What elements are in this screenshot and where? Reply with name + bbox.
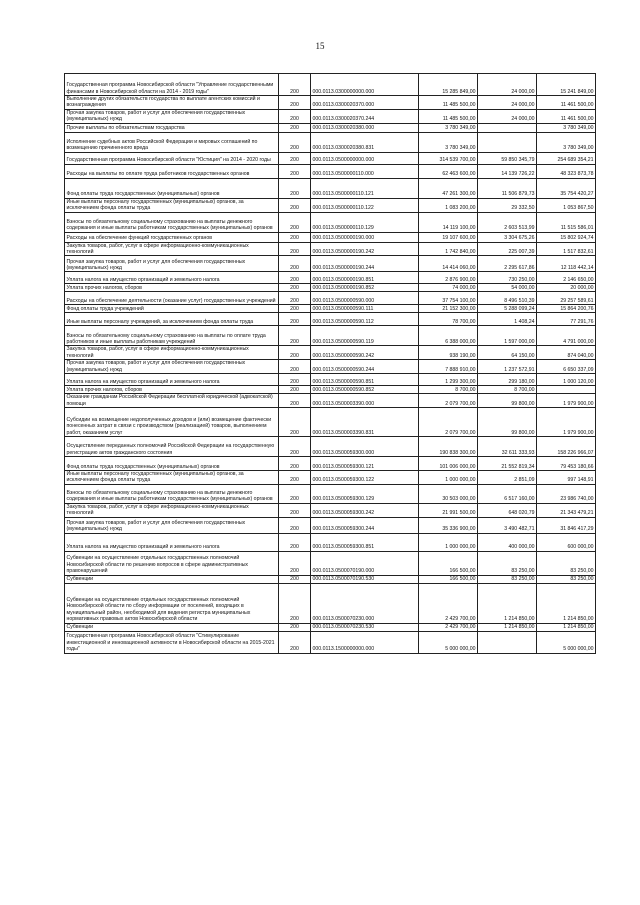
- row-sum-assigned-cell: 5 000 000,00: [419, 631, 478, 653]
- table-row: [65, 408, 596, 437]
- row-sum-executed-cell: 648 020,79: [478, 503, 537, 517]
- row-sum-remaining-cell: 31 846 417,29: [537, 517, 596, 533]
- row-kvsr-cell: 200: [279, 533, 311, 551]
- table-row: [65, 256, 596, 272]
- row-sum-executed-cell: 2 295 617,86: [478, 256, 537, 272]
- row-name-cell: Субвенции на осуществление отдельных государственных полномочий Новосибирской области по решению вопросов в сфере административных правонарушений: [65, 551, 279, 575]
- row-sum-assigned-cell: 7 888 910,00: [419, 360, 478, 374]
- table-row: [65, 178, 596, 198]
- row-code-cell: 000.0113.0500000110.121: [311, 178, 419, 198]
- row-kvsr-cell: 200: [279, 437, 311, 457]
- row-kvsr-cell: 200: [279, 178, 311, 198]
- row-code-cell: 000.0113.0300020370.000: [311, 96, 419, 110]
- row-code-cell: 000.0113.0500059300.121: [311, 457, 419, 471]
- row-kvsr-cell: 200: [279, 457, 311, 471]
- table-row: [65, 386, 596, 394]
- row-sum-remaining-cell: 83 250,00: [537, 575, 596, 583]
- row-kvsr-cell: 200: [279, 394, 311, 408]
- table-row: [65, 284, 596, 292]
- row-sum-assigned-cell: 2 429 700,00: [419, 583, 478, 623]
- budget-table-body: [65, 74, 596, 654]
- table-row: [65, 326, 596, 346]
- row-name-cell: Уплата прочих налогов, сборов: [65, 284, 279, 292]
- row-name-cell: Фонд оплаты труда государственных (муниципальных) органов: [65, 457, 279, 471]
- table-row: [65, 96, 596, 110]
- row-sum-assigned-cell: 1 299 300,00: [419, 374, 478, 386]
- budget-table: [64, 73, 596, 654]
- row-code-cell: 000.0113.0500059300.851: [311, 533, 419, 551]
- row-sum-assigned-cell: 19 107 600,00: [419, 232, 478, 242]
- row-sum-executed-cell: 225 007,39: [478, 242, 537, 256]
- row-sum-remaining-cell: 2 146 650,00: [537, 272, 596, 284]
- row-name-cell: Прочая закупка товаров, работ и услуг для обеспечения государственных (муниципальных) нужд: [65, 517, 279, 533]
- row-code-cell: 000.0113.0500000590.000: [311, 292, 419, 305]
- row-sum-assigned-cell: 166 500,00: [419, 575, 478, 583]
- table-row: [65, 575, 596, 583]
- row-kvsr-cell: 200: [279, 360, 311, 374]
- row-sum-assigned-cell: 938 190,00: [419, 346, 478, 360]
- row-name-cell: Взносы по обязательному социальному страхованию на выплаты по оплате труда работников и иные выплаты работникам учреждений: [65, 326, 279, 346]
- row-sum-executed-cell: 64 150,00: [478, 346, 537, 360]
- row-sum-executed-cell: [478, 631, 537, 653]
- row-code-cell: 000.0113.0500000590.244: [311, 360, 419, 374]
- row-sum-executed-cell: 1 214 850,00: [478, 583, 537, 623]
- row-name-cell: Осуществление переданных полномочий Российской Федерации на государственную регистрацию актов гражданского состояния: [65, 437, 279, 457]
- table-row: [65, 533, 596, 551]
- row-sum-executed-cell: 8 700,00: [478, 386, 537, 394]
- row-sum-assigned-cell: 15 285 849,00: [419, 74, 478, 96]
- row-name-cell: Государственная программа Новосибирской области "Стимулирование инвестиционной и инновационной активности в Новосибирской области на 2015-2021 годы": [65, 631, 279, 653]
- row-sum-remaining-cell: 1 053 867,50: [537, 198, 596, 212]
- page-number: 15: [315, 41, 325, 51]
- row-sum-remaining-cell: [537, 386, 596, 394]
- row-sum-remaining-cell: 12 118 442,14: [537, 256, 596, 272]
- row-name-cell: Закупка товаров, работ, услуг в сфере информационно-коммуникационных технологий: [65, 503, 279, 517]
- row-sum-assigned-cell: 101 006 000,00: [419, 457, 478, 471]
- row-code-cell: 000.0113.0500000110.129: [311, 212, 419, 232]
- table-row: [65, 109, 596, 123]
- row-sum-assigned-cell: 1 000 000,00: [419, 533, 478, 551]
- row-name-cell: Оказание гражданам Российской Федерации бесплатной юридической (адвокатской) помощи: [65, 394, 279, 408]
- row-sum-remaining-cell: 11 461 500,00: [537, 96, 596, 110]
- table-row: [65, 212, 596, 232]
- table-row: [65, 551, 596, 575]
- row-sum-assigned-cell: 8 700,00: [419, 386, 478, 394]
- table-row: [65, 132, 596, 152]
- row-kvsr-cell: 200: [279, 272, 311, 284]
- row-sum-remaining-cell: 158 226 966,07: [537, 437, 596, 457]
- row-kvsr-cell: 200: [279, 386, 311, 394]
- row-sum-remaining-cell: 20 000,00: [537, 284, 596, 292]
- row-sum-assigned-cell: 14 414 060,00: [419, 256, 478, 272]
- row-sum-remaining-cell: 1 517 832,61: [537, 242, 596, 256]
- row-code-cell: 000.0113.0300020380.000: [311, 123, 419, 132]
- row-sum-executed-cell: 2 851,09: [478, 471, 537, 485]
- row-sum-assigned-cell: 1 000 000,00: [419, 471, 478, 485]
- row-sum-executed-cell: 24 000,00: [478, 74, 537, 96]
- row-sum-executed-cell: 400 000,00: [478, 533, 537, 551]
- row-name-cell: Субвенции: [65, 623, 279, 631]
- row-kvsr-cell: 200: [279, 623, 311, 631]
- row-kvsr-cell: 200: [279, 326, 311, 346]
- row-sum-executed-cell: 1 597 000,00: [478, 326, 537, 346]
- row-name-cell: Прочая закупка товаров, работ и услуг для обеспечения государственных (муниципальных) нужд: [65, 109, 279, 123]
- row-kvsr-cell: 200: [279, 74, 311, 96]
- row-sum-executed-cell: [478, 123, 537, 132]
- row-kvsr-cell: 200: [279, 164, 311, 178]
- row-code-cell: 000.0113.0500000110.122: [311, 198, 419, 212]
- row-kvsr-cell: 200: [279, 484, 311, 503]
- table-row: [65, 360, 596, 374]
- row-name-cell: Взносы по обязательному социальному страхованию на выплаты денежного содержания и иные выплаты работникам государственных (муниципальных) органов: [65, 484, 279, 503]
- row-sum-remaining-cell: 254 689 354,21: [537, 152, 596, 164]
- row-code-cell: 000.0113.0500000190.244: [311, 256, 419, 272]
- row-code-cell: 000.0113.0500000190.000: [311, 232, 419, 242]
- row-sum-remaining-cell: 11 461 500,00: [537, 109, 596, 123]
- row-name-cell: Фонд оплаты труда государственных (муниципальных) органов: [65, 178, 279, 198]
- row-code-cell: 000.0113.0300020380.831: [311, 132, 419, 152]
- row-sum-executed-cell: 24 000,00: [478, 109, 537, 123]
- row-sum-assigned-cell: 37 754 100,00: [419, 292, 478, 305]
- row-sum-executed-cell: 24 000,00: [478, 96, 537, 110]
- row-sum-assigned-cell: 3 780 349,00: [419, 123, 478, 132]
- row-code-cell: 000.0113.0500000590.852: [311, 386, 419, 394]
- row-code-cell: 000.0113.0500000000.000: [311, 152, 419, 164]
- row-sum-remaining-cell: 21 343 479,21: [537, 503, 596, 517]
- row-kvsr-cell: 200: [279, 242, 311, 256]
- table-row: [65, 437, 596, 457]
- row-kvsr-cell: 200: [279, 408, 311, 437]
- row-sum-executed-cell: 730 250,00: [478, 272, 537, 284]
- table-row: [65, 623, 596, 631]
- row-code-cell: 000.0113.0500003390.831: [311, 408, 419, 437]
- row-sum-assigned-cell: 30 503 000,00: [419, 484, 478, 503]
- row-sum-assigned-cell: 62 463 600,00: [419, 164, 478, 178]
- table-row: [65, 394, 596, 408]
- row-kvsr-cell: 200: [279, 503, 311, 517]
- table-row: [65, 503, 596, 517]
- row-sum-remaining-cell: 15 864 200,76: [537, 305, 596, 313]
- row-kvsr-cell: 200: [279, 631, 311, 653]
- row-sum-assigned-cell: 3 780 349,00: [419, 132, 478, 152]
- row-sum-remaining-cell: 1 000 120,00: [537, 374, 596, 386]
- row-kvsr-cell: 200: [279, 284, 311, 292]
- row-sum-assigned-cell: 21 152 300,00: [419, 305, 478, 313]
- row-code-cell: 000.0113.0500070230.530: [311, 623, 419, 631]
- row-sum-executed-cell: 3 304 675,26: [478, 232, 537, 242]
- row-code-cell: 000.0113.0500000190.242: [311, 242, 419, 256]
- row-kvsr-cell: 200: [279, 346, 311, 360]
- table-row: [65, 74, 596, 96]
- row-name-cell: Иные выплаты персоналу государственных (муниципальных) органов, за исключением фонда оплаты труда: [65, 471, 279, 485]
- row-name-cell: Взносы по обязательному социальному страхованию на выплаты денежного содержания и иные выплаты работникам государственных (муниципальных) органов: [65, 212, 279, 232]
- row-sum-assigned-cell: 78 700,00: [419, 313, 478, 326]
- row-sum-remaining-cell: 23 986 740,00: [537, 484, 596, 503]
- row-sum-remaining-cell: 3 780 349,00: [537, 123, 596, 132]
- table-row: [65, 631, 596, 653]
- row-code-cell: 000.0113.0500000190.852: [311, 284, 419, 292]
- row-name-cell: Фонд оплаты труда учреждений: [65, 305, 279, 313]
- table-row: [65, 346, 596, 360]
- row-sum-remaining-cell: 79 453 180,66: [537, 457, 596, 471]
- row-code-cell: 000.0113.0300000000.000: [311, 74, 419, 96]
- row-sum-assigned-cell: 190 838 300,00: [419, 437, 478, 457]
- row-code-cell: 000.0113.0500000590.119: [311, 326, 419, 346]
- row-name-cell: Закупка товаров, работ, услуг в сфере информационно-коммуникационных технологий: [65, 242, 279, 256]
- row-name-cell: Уплата налога на имущество организаций и земельного налога: [65, 533, 279, 551]
- row-sum-assigned-cell: 2 079 700,00: [419, 408, 478, 437]
- table-row: [65, 305, 596, 313]
- row-sum-assigned-cell: 314 539 700,00: [419, 152, 478, 164]
- row-sum-remaining-cell: 1 214 850,00: [537, 583, 596, 623]
- row-sum-remaining-cell: 1 979 900,00: [537, 408, 596, 437]
- row-sum-assigned-cell: 166 500,00: [419, 551, 478, 575]
- table-row: [65, 242, 596, 256]
- row-kvsr-cell: 200: [279, 305, 311, 313]
- row-code-cell: 000.0113.0500059300.000: [311, 437, 419, 457]
- table-row: [65, 292, 596, 305]
- row-kvsr-cell: 200: [279, 551, 311, 575]
- row-code-cell: 000.0113.0500059300.129: [311, 484, 419, 503]
- row-sum-assigned-cell: 74 000,00: [419, 284, 478, 292]
- row-code-cell: 000.0113.0500000590.112: [311, 313, 419, 326]
- row-name-cell: Расходы на обеспечение функций государственных органов: [65, 232, 279, 242]
- row-sum-executed-cell: 1 237 572,91: [478, 360, 537, 374]
- row-name-cell: Субвенции: [65, 575, 279, 583]
- row-sum-assigned-cell: 6 388 000,00: [419, 326, 478, 346]
- row-sum-remaining-cell: 6 650 337,09: [537, 360, 596, 374]
- row-sum-assigned-cell: 11 485 500,00: [419, 109, 478, 123]
- row-kvsr-cell: 200: [279, 212, 311, 232]
- row-kvsr-cell: 200: [279, 152, 311, 164]
- table-row: [65, 517, 596, 533]
- row-code-cell: 000.0113.0500059300.242: [311, 503, 419, 517]
- row-sum-executed-cell: 6 517 160,00: [478, 484, 537, 503]
- row-sum-remaining-cell: 48 323 873,78: [537, 164, 596, 178]
- row-name-cell: Прочие выплаты по обязательствам государства: [65, 123, 279, 132]
- row-name-cell: Субвенции на осуществление отдельных государственных полномочий Новосибирской области по сбору информации от поселений, входящих в муниципальный район, необходимой для ведения регистра муниципальных нормативных правовых актов Новосибирской области: [65, 583, 279, 623]
- row-name-cell: Иные выплаты персоналу учреждений, за исключением фонда оплаты труда: [65, 313, 279, 326]
- row-code-cell: 000.0113.0500000190.851: [311, 272, 419, 284]
- table-row: [65, 272, 596, 284]
- row-name-cell: Прочая закупка товаров, работ и услуг для обеспечения государственных (муниципальных) нужд: [65, 256, 279, 272]
- row-kvsr-cell: 200: [279, 109, 311, 123]
- row-name-cell: Субсидии на возмещение недополученных доходов и (или) возмещение фактически понесенных затрат в связи с производством (реализацией) товаров, выполнением работ, оказанием услуг: [65, 408, 279, 437]
- row-sum-remaining-cell: 874 040,00: [537, 346, 596, 360]
- row-sum-executed-cell: 3 490 482,71: [478, 517, 537, 533]
- row-code-cell: 000.0113.0500000590.851: [311, 374, 419, 386]
- row-kvsr-cell: 200: [279, 313, 311, 326]
- row-sum-assigned-cell: 1 742 840,00: [419, 242, 478, 256]
- row-kvsr-cell: 200: [279, 132, 311, 152]
- row-code-cell: 000.0113.0500070190.530: [311, 575, 419, 583]
- row-kvsr-cell: 200: [279, 198, 311, 212]
- row-sum-remaining-cell: 35 754 420,27: [537, 178, 596, 198]
- row-sum-assigned-cell: 2 429 700,00: [419, 623, 478, 631]
- row-sum-remaining-cell: 29 257 589,61: [537, 292, 596, 305]
- row-sum-executed-cell: 59 850 345,79: [478, 152, 537, 164]
- table-row: [65, 123, 596, 132]
- row-sum-remaining-cell: 83 250,00: [537, 551, 596, 575]
- row-sum-remaining-cell: 1 214 850,00: [537, 623, 596, 631]
- row-sum-executed-cell: 32 611 333,93: [478, 437, 537, 457]
- row-sum-remaining-cell: 997 148,91: [537, 471, 596, 485]
- row-sum-executed-cell: 11 506 879,73: [478, 178, 537, 198]
- row-name-cell: Уплата прочих налогов, сборов: [65, 386, 279, 394]
- row-name-cell: Уплата налога на имущество организаций и земельного налога: [65, 374, 279, 386]
- row-sum-executed-cell: 1 408,24: [478, 313, 537, 326]
- row-sum-remaining-cell: 4 791 000,00: [537, 326, 596, 346]
- row-kvsr-cell: 200: [279, 517, 311, 533]
- row-name-cell: Расходы на обеспечение деятельности (оказание услуг) государственных учреждений: [65, 292, 279, 305]
- row-name-cell: Расходы на выплаты по оплате труда работников государственных органов: [65, 164, 279, 178]
- row-kvsr-cell: 200: [279, 575, 311, 583]
- row-name-cell: Государственная программа Новосибирской области "Юстиция" на 2014 - 2020 годы: [65, 152, 279, 164]
- row-code-cell: 000.0113.0500003390.000: [311, 394, 419, 408]
- row-code-cell: 000.0113.0500070230.000: [311, 583, 419, 623]
- row-code-cell: 000.0113.0300020370.244: [311, 109, 419, 123]
- row-sum-assigned-cell: 14 119 100,00: [419, 212, 478, 232]
- row-code-cell: 000.0113.0500000110.000: [311, 164, 419, 178]
- row-kvsr-cell: 200: [279, 123, 311, 132]
- row-kvsr-cell: 200: [279, 292, 311, 305]
- row-sum-executed-cell: [478, 132, 537, 152]
- row-sum-assigned-cell: 1 083 200,00: [419, 198, 478, 212]
- row-sum-remaining-cell: 3 780 349,00: [537, 132, 596, 152]
- table-row: [65, 484, 596, 503]
- row-code-cell: 000.0113.0500000590.111: [311, 305, 419, 313]
- row-code-cell: 000.0113.0500000590.242: [311, 346, 419, 360]
- row-name-cell: Исполнение судебных актов Российской Федерации и мировых соглашений по возмещению причиненного вреда: [65, 132, 279, 152]
- row-sum-remaining-cell: 77 291,76: [537, 313, 596, 326]
- row-sum-assigned-cell: 47 261 300,00: [419, 178, 478, 198]
- row-name-cell: Государственная программа Новосибирской области "Управление государственными финансами в Новосибирской области на 2014 - 2019 годы": [65, 74, 279, 96]
- row-code-cell: 000.0113.1500000000.000: [311, 631, 419, 653]
- table-row: [65, 583, 596, 623]
- row-sum-remaining-cell: 15 802 924,74: [537, 232, 596, 242]
- table-row: [65, 313, 596, 326]
- row-kvsr-cell: 200: [279, 374, 311, 386]
- row-code-cell: 000.0113.0500059300.244: [311, 517, 419, 533]
- row-name-cell: Уплата налога на имущество организаций и земельного налога: [65, 272, 279, 284]
- row-sum-executed-cell: 83 250,00: [478, 551, 537, 575]
- table-row: [65, 152, 596, 164]
- row-sum-remaining-cell: 5 000 000,00: [537, 631, 596, 653]
- row-sum-executed-cell: 21 552 819,34: [478, 457, 537, 471]
- row-sum-executed-cell: 14 139 726,22: [478, 164, 537, 178]
- row-sum-executed-cell: 54 000,00: [478, 284, 537, 292]
- row-sum-executed-cell: 299 180,00: [478, 374, 537, 386]
- row-sum-assigned-cell: 35 336 900,00: [419, 517, 478, 533]
- row-sum-executed-cell: 8 496 510,39: [478, 292, 537, 305]
- row-sum-executed-cell: 2 603 513,99: [478, 212, 537, 232]
- row-sum-remaining-cell: 15 241 849,00: [537, 74, 596, 96]
- table-row: [65, 232, 596, 242]
- row-sum-remaining-cell: 11 515 586,01: [537, 212, 596, 232]
- row-sum-executed-cell: 5 288 099,24: [478, 305, 537, 313]
- row-kvsr-cell: 200: [279, 232, 311, 242]
- row-sum-assigned-cell: 2 876 900,00: [419, 272, 478, 284]
- row-name-cell: Закупка товаров, работ, услуг в сфере информационно-коммуникационных технологий: [65, 346, 279, 360]
- row-sum-executed-cell: 99 800,00: [478, 394, 537, 408]
- row-kvsr-cell: 200: [279, 583, 311, 623]
- row-sum-executed-cell: 83 250,00: [478, 575, 537, 583]
- row-sum-remaining-cell: 600 000,00: [537, 533, 596, 551]
- row-code-cell: 000.0113.0500070190.000: [311, 551, 419, 575]
- row-sum-assigned-cell: 11 485 500,00: [419, 96, 478, 110]
- table-row: [65, 198, 596, 212]
- row-sum-executed-cell: 29 332,50: [478, 198, 537, 212]
- row-code-cell: 000.0113.0500059300.122: [311, 471, 419, 485]
- row-kvsr-cell: 200: [279, 96, 311, 110]
- row-kvsr-cell: 200: [279, 471, 311, 485]
- row-name-cell: Выполнение других обязательств государства по выплате агентских комиссий и вознаграждения: [65, 96, 279, 110]
- table-row: [65, 374, 596, 386]
- table-row: [65, 457, 596, 471]
- row-sum-assigned-cell: 21 991 500,00: [419, 503, 478, 517]
- row-name-cell: Прочая закупка товаров, работ и услуг для обеспечения государственных (муниципальных) нужд: [65, 360, 279, 374]
- row-name-cell: Иные выплаты персоналу государственных (муниципальных) органов, за исключением фонда оплаты труда: [65, 198, 279, 212]
- row-sum-executed-cell: 99 800,00: [478, 408, 537, 437]
- row-sum-executed-cell: 1 214 850,00: [478, 623, 537, 631]
- table-row: [65, 471, 596, 485]
- row-sum-assigned-cell: 2 079 700,00: [419, 394, 478, 408]
- table-row: [65, 164, 596, 178]
- row-sum-remaining-cell: 1 979 900,00: [537, 394, 596, 408]
- row-kvsr-cell: 200: [279, 256, 311, 272]
